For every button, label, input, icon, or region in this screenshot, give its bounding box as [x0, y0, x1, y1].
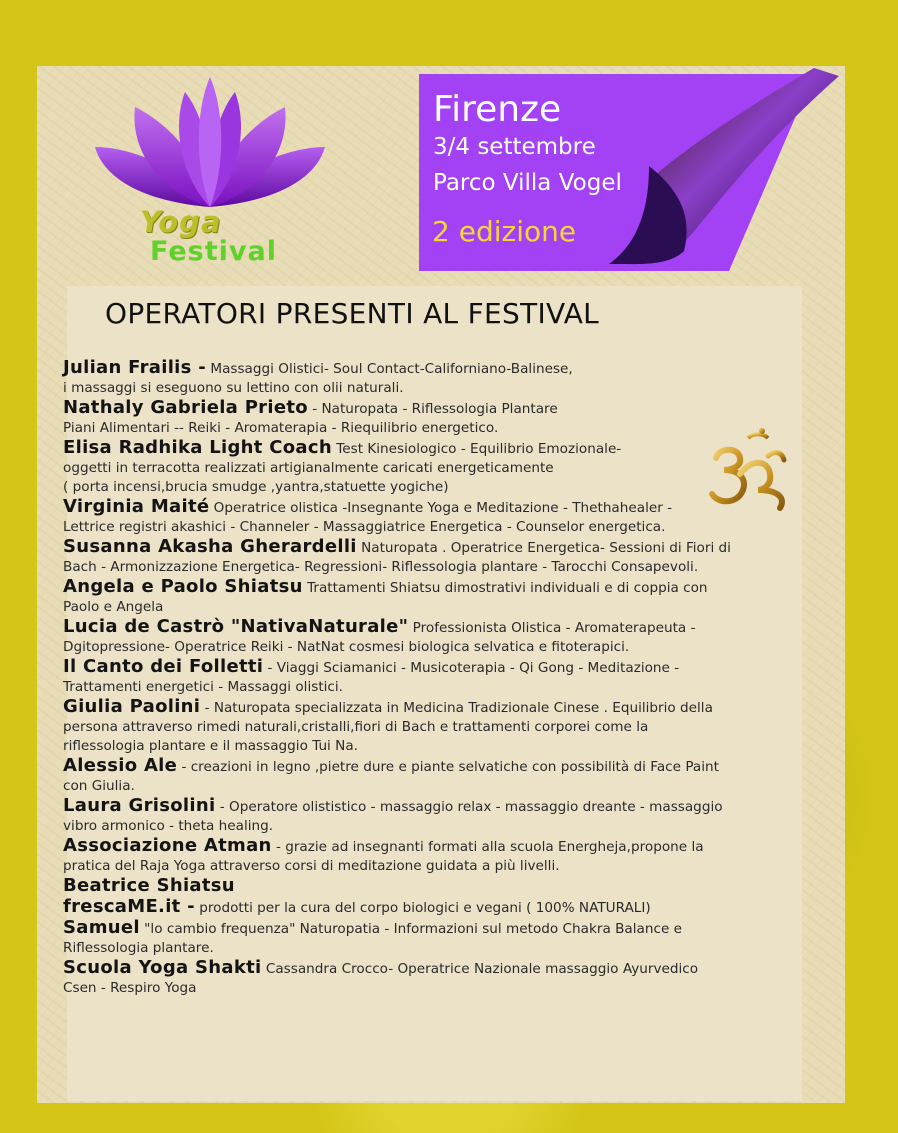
operator-name: Samuel	[63, 917, 140, 938]
page-title: OPERATORI PRESENTI AL FESTIVAL	[105, 297, 600, 330]
operator-name: Lucia de Castrò "NativaNaturale"	[63, 616, 409, 637]
operator-name: Angela e Paolo Shiatsu	[63, 576, 303, 597]
operator-desc: Massaggi Olistici- Soul Contact-Californiano-Balinese,	[206, 361, 573, 377]
operator-name: Susanna Akasha Gherardelli	[63, 536, 357, 557]
list-item	[63, 398, 801, 438]
operator-desc: Professionista Olistica - Aromaterapeuta -	[408, 620, 696, 636]
operator-desc: - Naturopata - Riflessologia Plantare	[307, 401, 558, 417]
logo-text-festival: Festival	[150, 236, 277, 267]
operator-desc: Lettrice registri akashici - Channeler - Massaggiatrice Energetica - Counselor energetica.	[63, 519, 666, 535]
banner-edition: 2 edizione	[432, 215, 577, 248]
operator-name: Laura Grisolini	[63, 795, 216, 816]
operator-desc: Operatrice olistica -Insegnante Yoga e Meditazione - Thethahealer -	[209, 500, 673, 516]
list-item	[63, 537, 801, 577]
banner-place: Parco Villa Vogel	[433, 170, 622, 196]
logo-text-yoga: Yoga	[140, 205, 222, 239]
list-item	[63, 697, 801, 756]
operators-list	[63, 358, 801, 998]
list-item	[63, 756, 801, 796]
operator-name: Alessio Ale	[63, 755, 178, 776]
list-item	[63, 897, 801, 918]
operator-desc: persona attraverso rimedi naturali,cristalli,fiori di Bach e trattamenti corporei come la	[63, 719, 649, 735]
operator-desc: - Viaggi Sciamanici - Musicoterapia - Qi Gong - Meditazione -	[263, 660, 680, 676]
list-item	[63, 577, 801, 617]
operator-desc: Bach - Armonizzazione Energetica- Regressioni- Riflessologia plantare - Tarocchi Consapevoli.	[63, 559, 699, 575]
operator-desc: oggetti in terracotta realizzati artigianalmente caricati energeticamente	[63, 460, 554, 476]
operator-desc: Paolo e Angela	[63, 599, 164, 615]
operator-name: Virginia Maité	[63, 496, 210, 517]
operator-desc: pratica del Raja Yoga attraverso corsi di meditazione guidata a più livelli.	[63, 858, 560, 874]
operator-name: frescaME.it -	[63, 896, 195, 917]
operator-desc: Piani Alimentari -- Reiki - Aromaterapia - Riequilibrio energetico.	[63, 420, 499, 436]
list-item	[63, 497, 801, 537]
operator-name: Il Canto dei Folletti	[63, 656, 264, 677]
operator-name: Scuola Yoga Shakti	[63, 957, 262, 978]
operator-desc: Csen - Respiro Yoga	[63, 980, 197, 996]
list-item	[63, 438, 801, 497]
list-item	[63, 958, 801, 998]
operator-desc: Trattamenti energetici - Massaggi olistici.	[63, 679, 343, 695]
list-item	[63, 876, 801, 897]
operator-desc: - creazioni in legno ,pietre dure e piante selvatiche con possibilità di Face Paint	[177, 759, 719, 775]
list-item	[63, 796, 801, 836]
operator-desc: Trattamenti Shiatsu dimostrativi individuali e di coppia con	[302, 580, 708, 596]
operator-desc: Riflessologia plantare.	[63, 940, 214, 956]
list-item	[63, 836, 801, 876]
operator-desc: "lo cambio frequenza" Naturopatia - Informazioni sul metodo Chakra Balance e	[139, 921, 682, 937]
operator-desc: prodotti per la cura del corpo biologici e vegani ( 100% NATURALI)	[194, 900, 651, 916]
operator-desc: vibro armonico - theta healing.	[63, 818, 274, 834]
list-item	[63, 358, 801, 398]
operator-name: Elisa Radhika Light Coach	[63, 437, 332, 458]
operator-desc: ( porta incensi,brucia smudge ,yantra,statuette yogiche)	[63, 479, 449, 495]
operator-desc: - Naturopata specializzata in Medicina Tradizionale Cinese . Equilibrio della	[200, 700, 713, 716]
operator-name: Associazione Atman	[63, 835, 272, 856]
list-item	[63, 918, 801, 958]
operator-desc: Cassandra Crocco- Operatrice Nazionale massaggio Ayurvedico	[261, 961, 699, 977]
operator-name: Julian Frailis -	[63, 357, 207, 378]
operator-desc: Naturopata . Operatrice Energetica- Sessioni di Fiori di	[356, 540, 731, 556]
operator-desc: - grazie ad insegnanti formati alla scuola Energheja,propone la	[271, 839, 704, 855]
banner-city: Firenze	[433, 89, 562, 130]
operator-desc: Test Kinesiologico - Equilibrio Emozionale-	[331, 441, 622, 457]
list-item	[63, 617, 801, 657]
banner-date: 3/4 settembre	[433, 134, 596, 160]
operator-name: Nathaly Gabriela Prieto	[63, 397, 308, 418]
operator-desc: i massaggi si eseguono su lettino con olii naturali.	[63, 380, 404, 396]
operator-desc: - Operatore olististico - massaggio relax - massaggio dreante - massaggio	[215, 799, 723, 815]
list-item	[63, 657, 801, 697]
operator-desc: Dgitopressione- Operatrice Reiki - NatNat cosmesi biologica selvatica e fitoterapici.	[63, 639, 630, 655]
operator-desc: riflessologia plantare e il massaggio Tui Na.	[63, 738, 358, 754]
operator-name: Beatrice Shiatsu	[63, 875, 235, 896]
operator-desc: con Giulia.	[63, 778, 135, 794]
operator-name: Giulia Paolini	[63, 696, 201, 717]
